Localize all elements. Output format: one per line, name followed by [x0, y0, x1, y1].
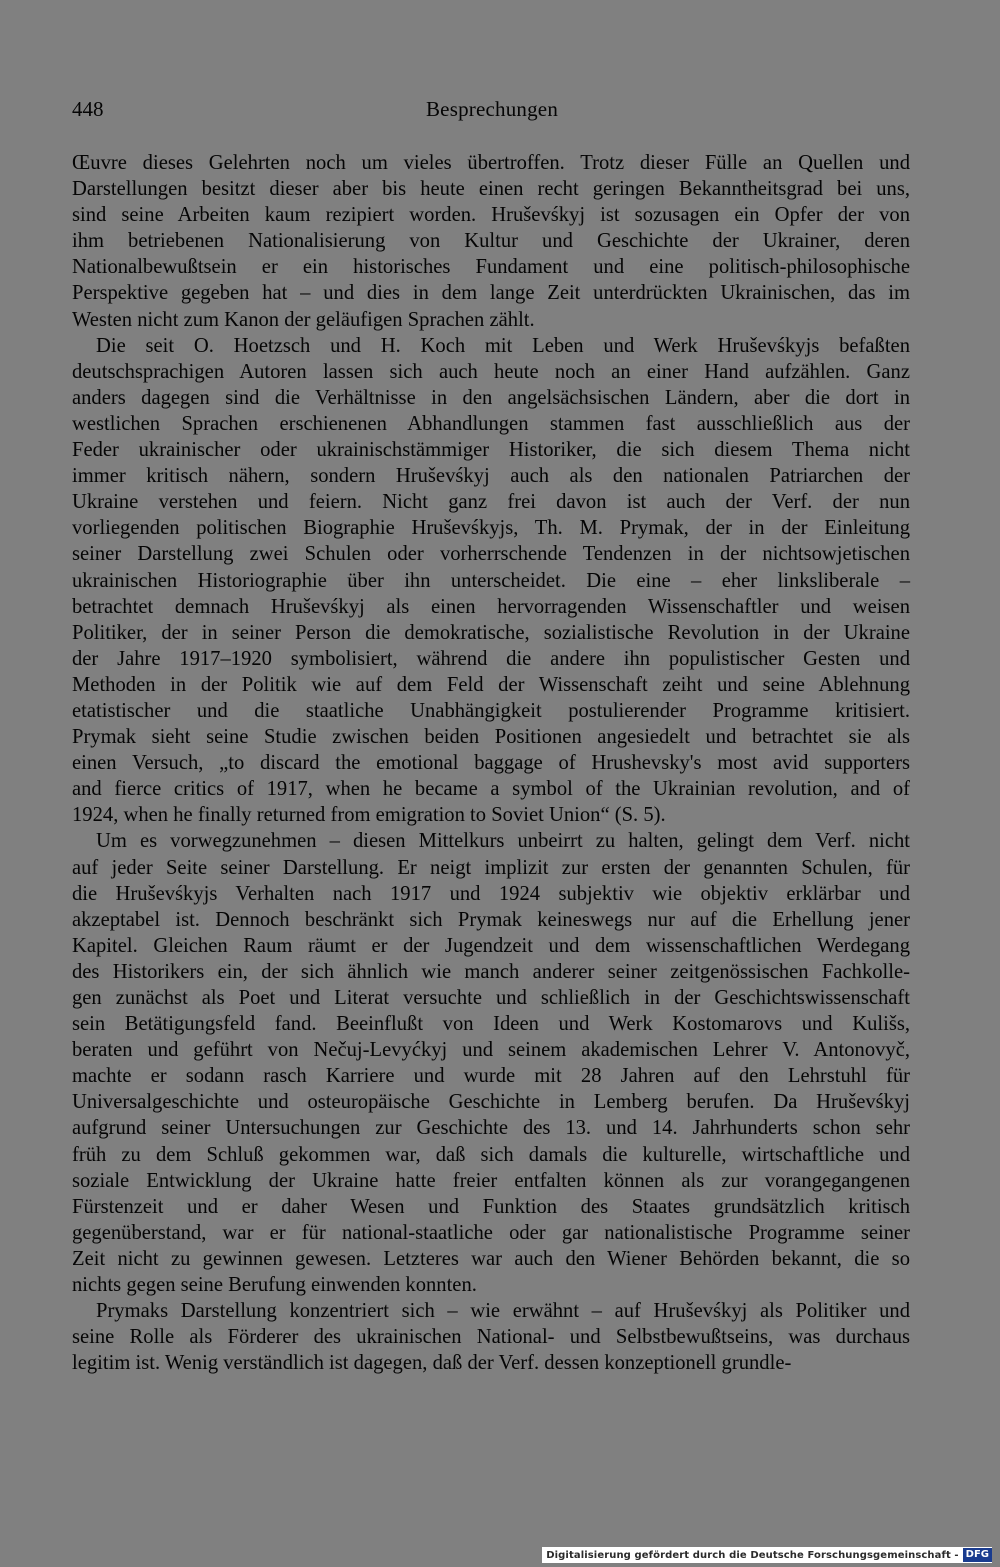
text-line: etatistischer und die staatliche Unabhängigkeit postulierender Programme kritisiert. — [72, 699, 910, 722]
text-line: Perspektive gegeben hat – und dies in dem lange Zeit unterdrückten Ukrainischen, das im — [72, 282, 910, 305]
text-line: westlichen Sprachen erschienenen Abhandlungen stammen fast ausschließlich aus der — [72, 412, 910, 435]
paragraph — [72, 1298, 910, 1376]
text-line: Prymak sieht seine Studie zwischen beiden Positionen angesiedelt und betrachtet sie als — [72, 726, 910, 749]
text-line: Feder ukrainischer oder ukrainischstämmiger Historiker, die sich diesem Thema nicht — [72, 439, 910, 462]
paragraph — [72, 150, 910, 333]
text-line: die Hruševśkyjs Verhalten nach 1917 und 1924 subjektiv wie objektiv erklärbar und — [72, 882, 910, 905]
text-line: machte er sodann rasch Karriere und wurde mit 28 Jahren auf den Lehrstuhl für — [72, 1065, 910, 1088]
text-line: beraten und geführt von Nečuj-Levyćkyj und seinem akademischen Lehrer V. Antonovyč, — [72, 1039, 910, 1062]
dfg-logo: DFG — [963, 1548, 992, 1562]
footer-text: Digitalisierung gefördert durch die Deutsche Forschungsgemeinschaft - — [546, 1549, 959, 1561]
text-line: immer kritisch nähern, sondern Hruševśkyj auch als den nationalen Patriarchen der — [72, 465, 910, 488]
text-line: and fierce critics of 1917, when he became a symbol of the Ukrainian revolution, and of — [72, 778, 910, 801]
text-line: Darstellungen besitzt dieser aber bis heute einen recht geringen Bekanntheitsgrad bei uns, — [72, 178, 910, 201]
text-line: Politiker, der in seiner Person die demokratische, sozialistische Revolution in der Ukraine — [72, 621, 910, 644]
running-head — [72, 94, 912, 124]
text-line: vorliegenden politischen Biographie Hruševśkyjs, Th. M. Prymak, der in der Einleitung — [72, 517, 910, 540]
page-number: 448 — [72, 97, 104, 121]
text-line: Die seit O. Hoetzsch und H. Koch mit Leben und Werk Hruševśkyjs befaßten — [96, 334, 910, 357]
text-line: gen zunächst als Poet und Literat versuchte und schließlich in der Geschichtswissenschaft — [72, 987, 910, 1009]
text-line: Ukraine verstehen und feiern. Nicht ganz frei davon ist auch der Verf. der nun — [72, 491, 910, 514]
text-line: sein Betätigungsfeld fand. Beeinflußt von Ideen und Werk Kostomarovs und Kulišs, — [72, 1013, 910, 1036]
text-line: akzeptabel ist. Dennoch beschränkt sich Prymak keineswegs nur auf die Erhellung jener — [72, 908, 910, 931]
text-line: Um es vorwegzunehmen – diesen Mittelkurs unbeirrt zu halten, gelingt dem Verf. nicht — [96, 830, 910, 853]
text-line: betrachtet demnach Hruševśkyj als einen hervorragenden Wissenschaftler und weisen — [72, 595, 910, 618]
text-line: Methoden in der Politik wie auf dem Feld der Wissenschaft zeiht und seine Ablehnung — [72, 673, 910, 696]
text-line: ukrainischen Historiographie über ihn unterscheidet. Die eine – eher linksliberale – — [72, 569, 910, 592]
text-line: Nationalbewußtsein er ein historisches Fundament und eine politisch-philosophische — [72, 256, 910, 279]
text-line: der Jahre 1917–1920 symbolisiert, während die andere ihn populistischer Gesten und — [72, 647, 910, 670]
text-line: nichts gegen seine Berufung einwenden konnten. — [72, 1274, 477, 1297]
text-line: früh zu dem Schluß gekommen war, daß sich damals die kulturelle, wirtschaftliche und — [72, 1143, 910, 1166]
text-line: deutschsprachigen Autoren lassen sich auch heute noch an einer Hand aufzählen. Ganz — [72, 360, 910, 383]
footer-credit — [542, 1547, 992, 1563]
text-line: des Historikers ein, der sich ähnlich wie manch anderer seiner zeitgenössischen Fachkolle- — [72, 960, 910, 983]
text-line: legitim ist. Wenig verständlich ist dagegen, daß der Verf. dessen konzeptionell grundle- — [72, 1352, 792, 1375]
paragraph — [72, 333, 910, 829]
text-line: Westen nicht zum Kanon der geläufigen Sprachen zählt. — [72, 308, 535, 331]
text-line: Œuvre dieses Gelehrten noch um vieles übertroffen. Trotz dieser Fülle an Quellen und — [72, 152, 910, 174]
text-line: seiner Darstellung zwei Schulen oder vorherrschende Tendenzen in der nichtsowjetischen — [72, 543, 910, 566]
paragraph — [72, 828, 910, 1298]
text-line: auf jeder Seite seiner Darstellung. Er neigt implizit zur ersten der genannten Schulen, für — [72, 856, 910, 879]
text-line: Zeit nicht zu gewinnen gewesen. Letzteres war auch den Wiener Behörden bekannt, die so — [72, 1247, 910, 1270]
text-line: Prymaks Darstellung konzentriert sich – wie erwähnt – auf Hruševśkyj als Politiker und — [96, 1300, 910, 1323]
section-title: Besprechungen — [425, 97, 559, 121]
text-line: sind seine Arbeiten kaum rezipiert worden. Hruševśkyj ist sozusagen ein Opfer der von — [72, 204, 910, 227]
text-line: gegenüberstand, war er für national-staatliche oder gar nationalistische Programme seiner — [72, 1221, 910, 1244]
text-line: soziale Entwicklung der Ukraine hatte freier entfalten können als zur vorangegangenen — [72, 1169, 910, 1192]
body-text — [72, 150, 910, 1376]
text-line: ihm betriebenen Nationalisierung von Kultur und Geschichte der Ukrainer, deren — [72, 230, 910, 253]
text-line: anders dagegen sind die Verhältnisse in den angelsächsischen Ländern, aber die dort in — [72, 386, 910, 409]
text-line: 1924, when he finally returned from emigration to Soviet Union“ (S. 5). — [72, 804, 666, 827]
text-line: einen Versuch, „to discard the emotional baggage of Hrushevsky's most avid supporters — [72, 752, 910, 775]
text-line: Fürstenzeit und er daher Wesen und Funktion des Staates grundsätzlich kritisch — [72, 1195, 910, 1218]
text-line: aufgrund seiner Untersuchungen zur Geschichte des 13. und 14. Jahrhunderts schon sehr — [72, 1117, 910, 1140]
text-line: Kapitel. Gleichen Raum räumt er der Jugendzeit und dem wissenschaftlichen Werdegang — [72, 934, 910, 957]
text-line: Universalgeschichte und osteuropäische Geschichte in Lemberg berufen. Da Hruševśkyj — [72, 1091, 910, 1114]
text-line: seine Rolle als Förderer des ukrainischen National- und Selbstbewußtseins, was durchaus — [72, 1326, 910, 1349]
